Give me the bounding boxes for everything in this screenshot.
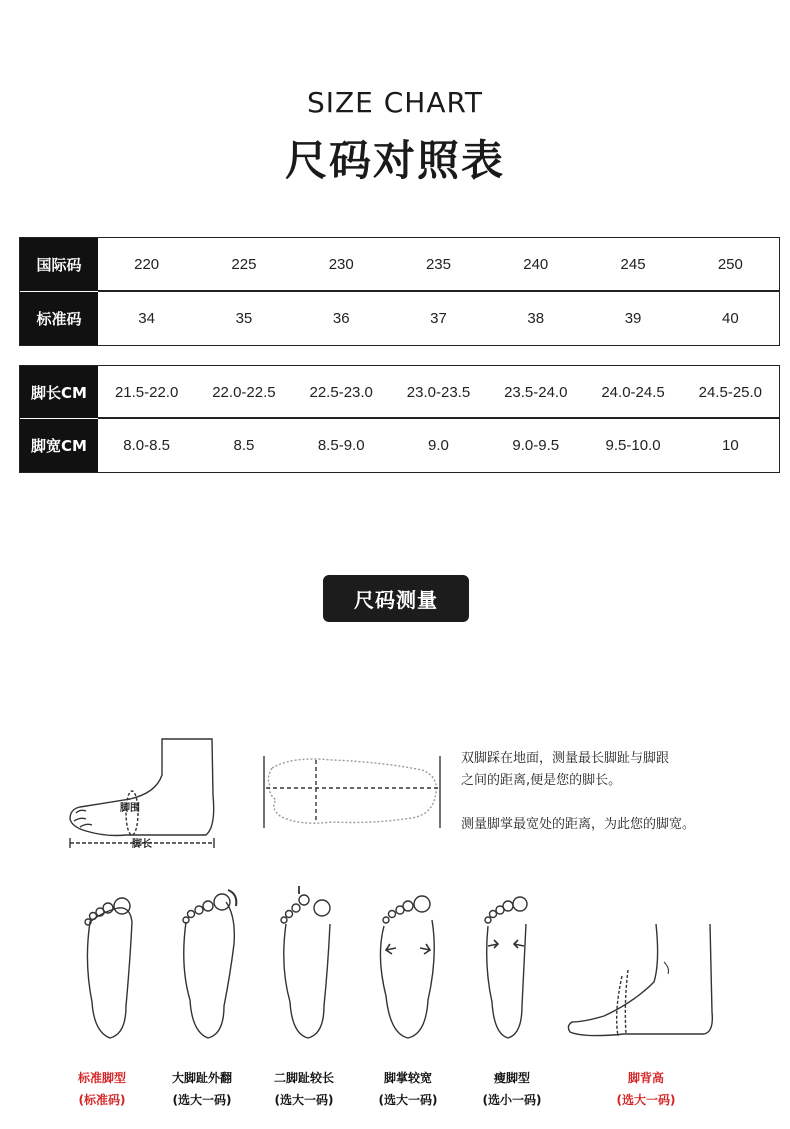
size-code-table [19, 237, 780, 346]
foot-type-name: 大脚趾外翻 [171, 1071, 232, 1085]
table-cell: 9.0-9.5 [512, 437, 560, 454]
foot-type-name: 瘦脚型 [493, 1071, 530, 1085]
foot-type-caption-wide-forefoot [366, 1067, 450, 1111]
table-cell: 39 [624, 310, 642, 327]
foot-type-caption-long-second-toe [262, 1067, 346, 1111]
table-cell: 9.0 [428, 437, 449, 454]
table-cell: 250 [717, 256, 743, 273]
foot-type-wide-forefoot-image [376, 886, 440, 1044]
foot-type-name: 脚背高 [627, 1071, 664, 1085]
table-cell: 24.5-25.0 [698, 383, 763, 401]
foot-type-advice: (选大一码) [274, 1093, 334, 1107]
row-header-standard: 标准码 [20, 292, 98, 345]
title-chinese: 尺码对照表 [284, 136, 505, 185]
foot-type-advice: (选小一码) [482, 1093, 542, 1107]
foot-measure-table [19, 365, 780, 473]
instruction-line: 之间的距离,便是您的脚长。 [461, 773, 622, 788]
foot-type-name: 脚掌较宽 [383, 1071, 432, 1085]
row-header-foot-length: 脚长CM [20, 366, 98, 418]
table-cell: 35 [235, 310, 253, 327]
table-row-foot-width [20, 419, 779, 472]
table-cell: 38 [527, 310, 545, 327]
sole-outline [268, 759, 436, 823]
table-cell: 23.5-24.0 [504, 383, 568, 401]
instruction-line: 测量脚掌最宽处的距离，为此您的脚宽。 [461, 817, 696, 832]
table-cell: 21.5-22.0 [114, 383, 179, 401]
foot-outline [70, 739, 214, 836]
foot-type-advice: (选大一码) [378, 1093, 438, 1107]
length-label: 脚长 [132, 839, 152, 850]
girth-label: 脚围 [120, 803, 140, 814]
table-cell: 230 [328, 256, 354, 273]
foot-type-narrow-image [478, 886, 534, 1044]
instruction-line: 双脚踩在地面，测量最长脚趾与脚跟 [461, 751, 670, 766]
foot-type-standard-image [78, 892, 138, 1044]
table-cell: 34 [138, 310, 155, 327]
foot-type-caption-bunion [160, 1067, 244, 1111]
top-foot-measure-diagram [262, 752, 444, 832]
table-cell: 24.0-24.5 [601, 383, 665, 401]
foot-type-caption-standard [62, 1067, 142, 1111]
table-cell: 9.5-10.0 [605, 437, 661, 454]
row-header-foot-width: 脚宽CM [20, 419, 98, 472]
foot-type-advice: (标准码) [78, 1093, 126, 1107]
table-row-international [20, 238, 779, 291]
side-foot-measure-diagram [66, 735, 226, 855]
table-cell: 10 [721, 437, 739, 454]
table-cell: 8.0-8.5 [123, 437, 170, 454]
table-cell: 37 [430, 310, 447, 327]
foot-type-name: 标准脚型 [77, 1071, 126, 1085]
table-cell: 22.0-22.5 [212, 383, 276, 401]
table-cell: 40 [721, 310, 739, 327]
foot-type-advice: (选大一码) [616, 1093, 676, 1107]
foot-type-high-instep-image [564, 922, 720, 1040]
table-cell: 8.5-9.0 [317, 437, 365, 454]
table-cell: 235 [425, 256, 451, 273]
foot-type-caption-narrow [470, 1067, 554, 1111]
size-measure-section-label: 尺码测量 [323, 575, 469, 622]
foot-type-advice: (选大一码) [172, 1093, 232, 1107]
table-cell: 225 [231, 256, 257, 273]
foot-type-caption-high-instep [604, 1067, 688, 1111]
table-row-foot-length [20, 366, 779, 418]
table-row-standard [20, 292, 779, 345]
table-cell: 240 [523, 256, 549, 273]
measure-instruction-length [461, 748, 669, 792]
table-cell: 245 [620, 256, 646, 273]
toe-lines [74, 810, 92, 827]
foot-type-bunion-image [176, 886, 240, 1044]
foot-type-long-second-toe-image [276, 886, 336, 1044]
table-cell: 36 [332, 310, 350, 327]
table-cell: 8.5 [233, 437, 255, 454]
title-english: SIZE CHART [306, 86, 484, 119]
row-header-international: 国际码 [20, 238, 98, 291]
table-cell: 22.5-23.0 [309, 383, 373, 401]
table-cell: 23.0-23.5 [406, 383, 471, 401]
measure-instruction-width [461, 814, 695, 836]
table-cell: 220 [134, 256, 160, 273]
foot-type-name: 二脚趾较长 [273, 1071, 334, 1085]
